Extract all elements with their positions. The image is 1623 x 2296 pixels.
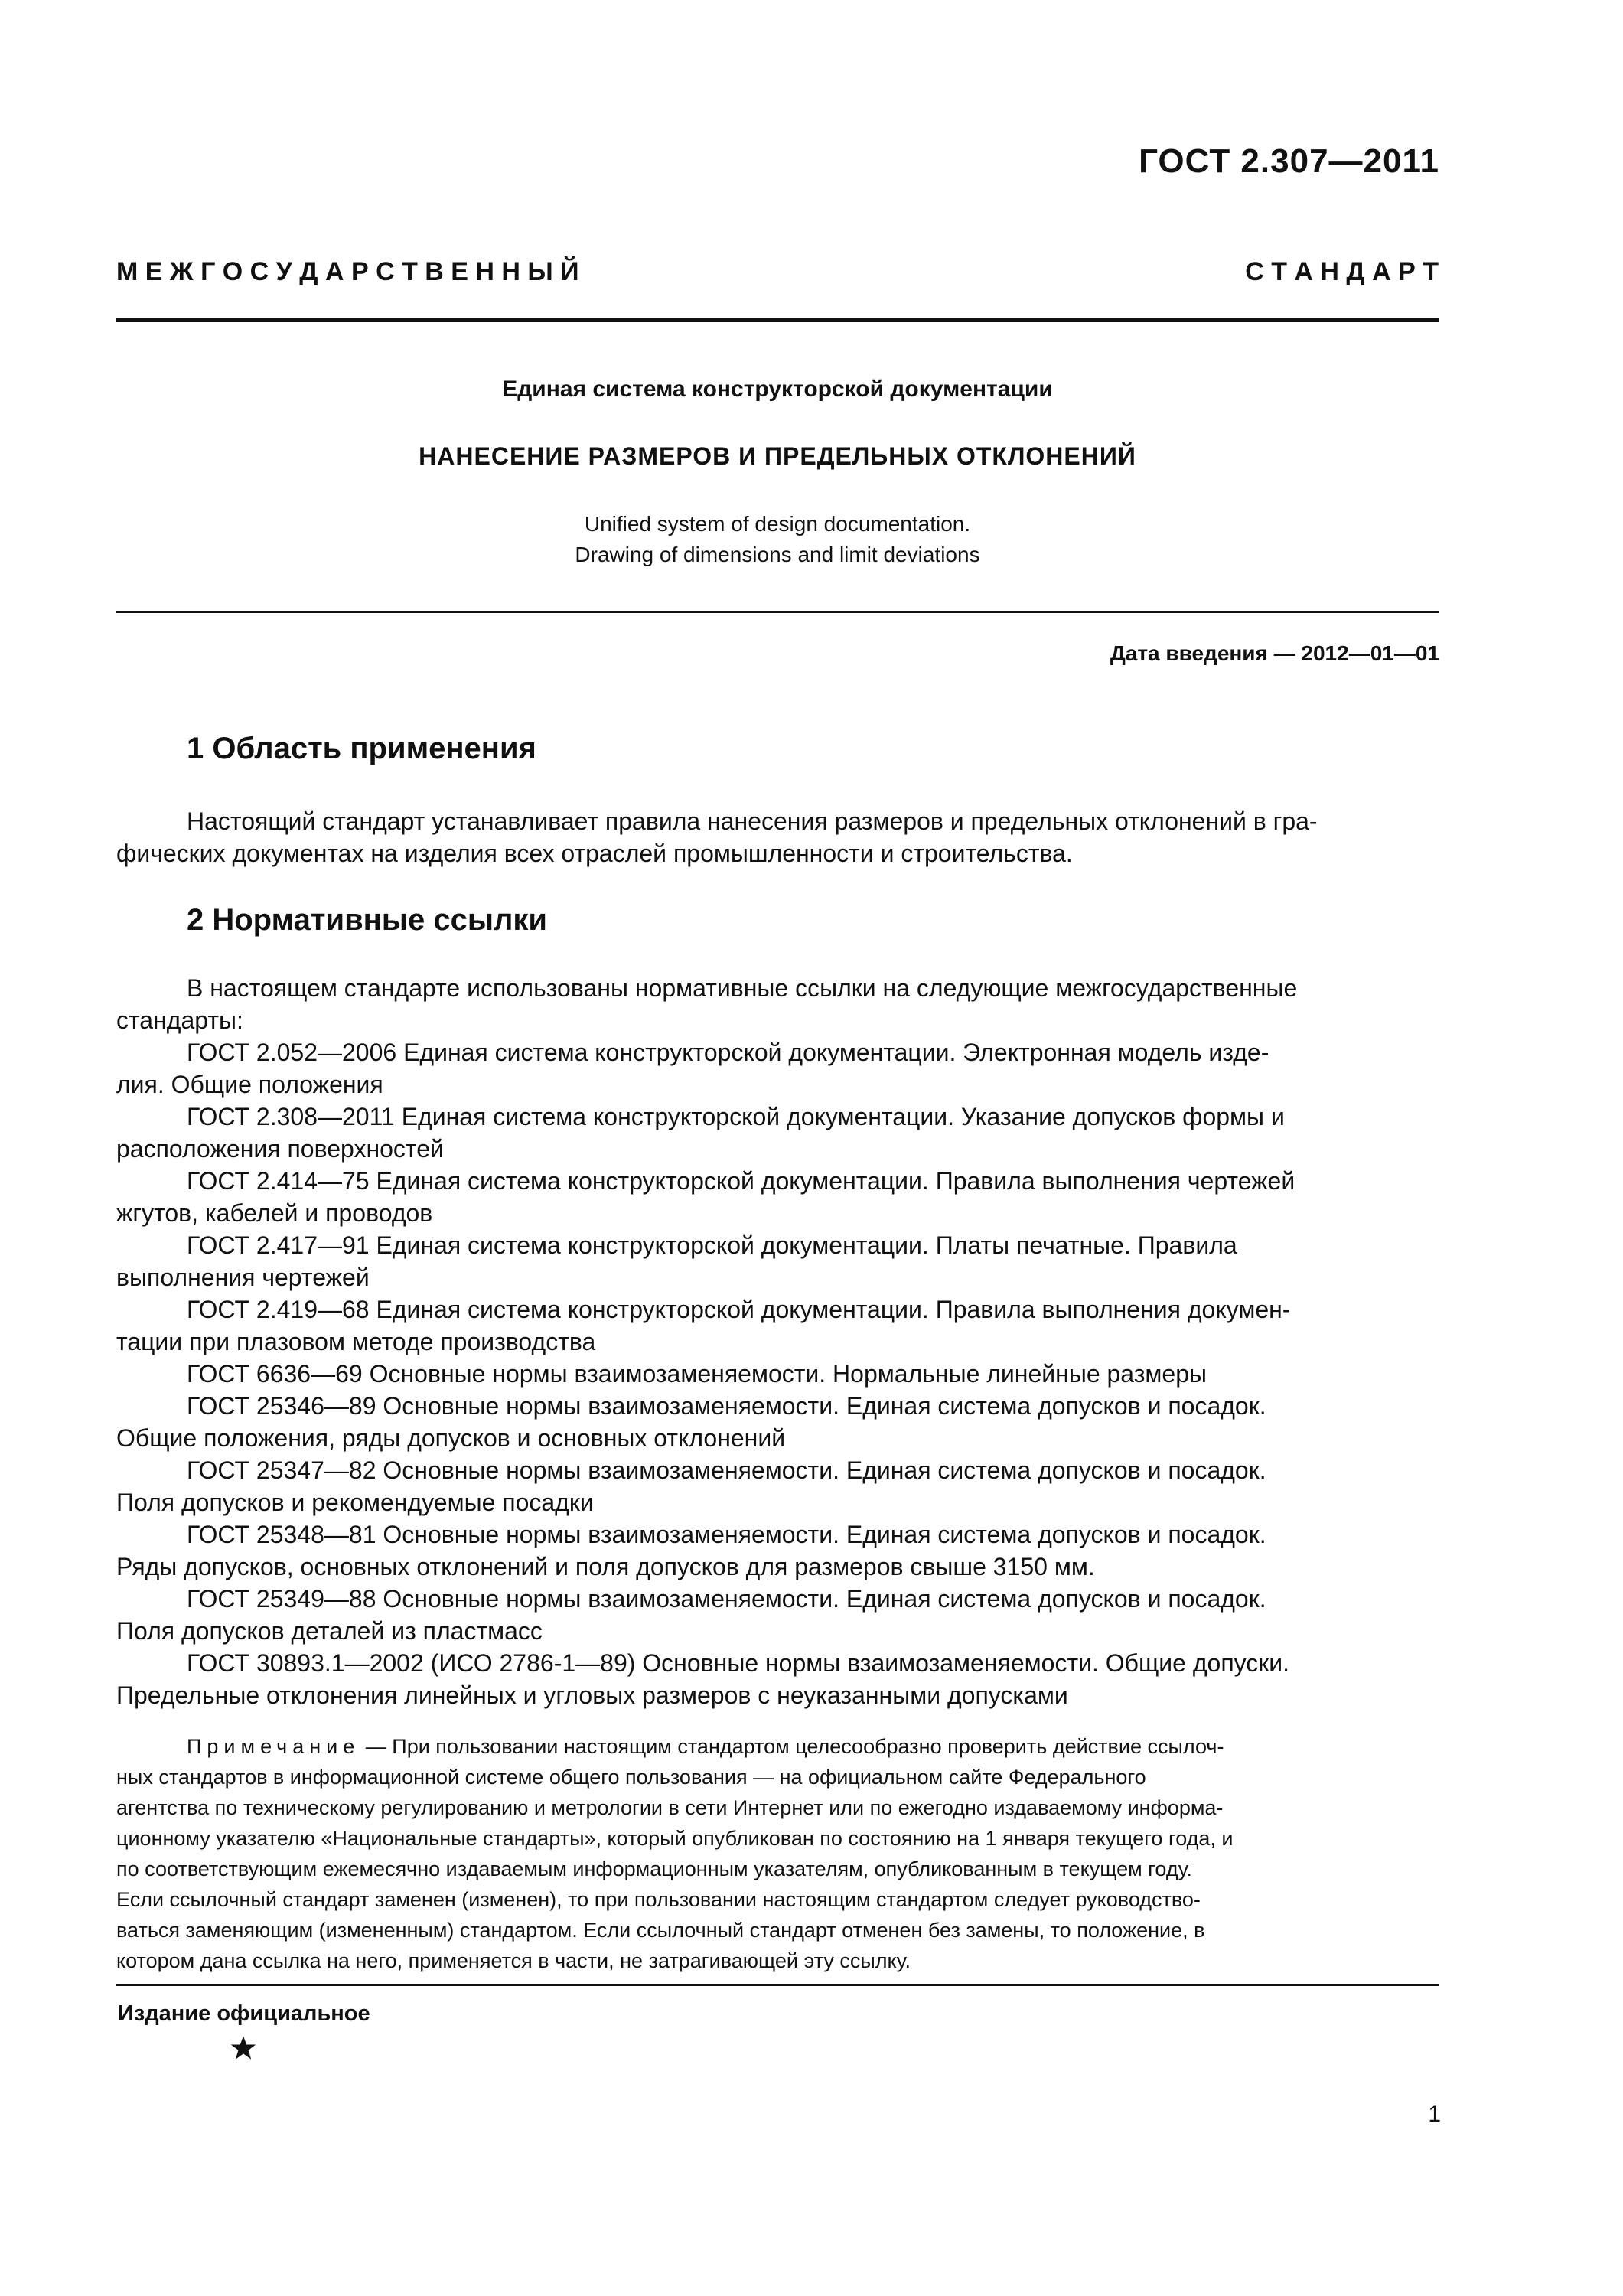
note-paragraph — [116, 1731, 1439, 1976]
reference-item — [116, 1101, 1439, 1165]
reference-line: ГОСТ 25346—89 Основные нормы взаимозаменяемости. Единая система допусков и посадок. — [187, 1392, 1266, 1420]
note-label: Примечание — [187, 1735, 360, 1758]
reference-item — [116, 1390, 1439, 1454]
text-line: фических документах на изделия всех отраслей промышленности и строительства. — [116, 840, 1073, 867]
reference-line: ГОСТ 2.052—2006 Единая система конструкторской документации. Электронная модель изде- — [187, 1039, 1269, 1066]
note-line: котором дана ссылка на него, применяется в части, не затрагивающей эту ссылку. — [116, 1949, 911, 1972]
reference-line: Поля допусков деталей из пластмасс — [116, 1617, 543, 1645]
reference-item — [116, 1229, 1439, 1293]
document-code: ГОСТ 2.307—2011 — [1139, 142, 1439, 180]
english-title — [116, 509, 1439, 570]
star-icon — [230, 2034, 257, 2062]
reference-line: ГОСТ 2.419—68 Единая система конструкторской документации. Правила выполнения докумен- — [187, 1296, 1291, 1323]
note-line: Если ссылочный стандарт заменен (изменен), то при пользовании настоящим стандартом следует руководство- — [116, 1888, 1201, 1911]
reference-line: ГОСТ 25349—88 Основные нормы взаимозаменяемости. Единая система допусков и посадок. — [187, 1585, 1266, 1613]
reference-line: ГОСТ 2.417—91 Единая система конструкторской документации. Платы печатные. Правила — [187, 1231, 1237, 1259]
note-line: по соответствующим ежемесячно издаваемым информационным указателям, опубликованным в текущем году. — [116, 1857, 1192, 1880]
reference-item — [116, 1165, 1439, 1229]
main-title: НАНЕСЕНИЕ РАЗМЕРОВ И ПРЕДЕЛЬНЫХ ОТКЛОНЕНИЙ — [419, 442, 1136, 470]
header-divider — [116, 318, 1439, 322]
standard-type-left: М Е Ж Г О С У Д А Р С Т В Е Н Н Ы Й — [116, 257, 579, 286]
reference-line: Предельные отклонения линейных и угловых размеров с неуказанными допусками — [116, 1681, 1068, 1709]
reference-line: тации при плазовом методе производства — [116, 1328, 596, 1355]
section-heading-references: 2 Нормативные ссылки — [187, 903, 548, 937]
section-heading-scope: 1 Область применения — [187, 732, 536, 765]
reference-line: выполнения чертежей — [116, 1264, 370, 1291]
reference-item — [116, 1358, 1439, 1390]
reference-line: ГОСТ 25348—81 Основные нормы взаимозаменяемости. Единая система допусков и посадок. — [187, 1521, 1266, 1548]
reference-line: ГОСТ 2.308—2011 Единая система конструкторской документации. Указание допусков формы и — [187, 1103, 1285, 1130]
english-title-line: Drawing of dimensions and limit deviations — [575, 543, 980, 566]
references-list — [116, 1036, 1439, 1711]
reference-line: ГОСТ 30893.1—2002 (ИСО 2786-1—89) Основные нормы взаимозаменяемости. Общие допуски. — [187, 1649, 1290, 1677]
reference-item — [116, 1293, 1439, 1358]
reference-line: лия. Общие положения — [116, 1071, 383, 1098]
title-divider — [116, 611, 1439, 613]
note-line — [116, 1731, 1439, 1762]
note-line: ных стандартов в информационной системе общего пользования — на официальном сайте Федерального — [116, 1766, 1146, 1789]
reference-line: ГОСТ 25347—82 Основные нормы взаимозаменяемости. Единая система допусков и посадок. — [187, 1456, 1266, 1484]
reference-item — [116, 1583, 1439, 1647]
reference-line: ГОСТ 6636—69 Основные нормы взаимозаменяемости. Нормальные линейные размеры — [187, 1360, 1207, 1388]
reference-line: расположения поверхностей — [116, 1135, 444, 1163]
reference-item — [116, 1454, 1439, 1518]
footer-divider — [116, 1984, 1439, 1986]
intro-date: Дата введения — 2012—01—01 — [1110, 641, 1439, 665]
reference-line: жгутов, кабелей и проводов — [116, 1199, 433, 1227]
standard-type-right: С Т А Н Д А Р Т — [1245, 257, 1439, 286]
note-line: ваться заменяющим (измененным) стандартом. Если ссылочный стандарт отменен без замены, то положение, в — [116, 1919, 1205, 1942]
note-line: ционному указателю «Национальные стандарты», который опубликован по состоянию на 1 января текущего года, и — [116, 1827, 1234, 1850]
standard-type-banner — [116, 257, 1439, 287]
reference-item — [116, 1518, 1439, 1583]
english-title-line: Unified system of design documentation. — [584, 512, 971, 536]
reference-item — [116, 1036, 1439, 1101]
reference-line: Ряды допусков, основных отклонений и поля допусков для размеров свыше 3150 мм. — [116, 1553, 1095, 1580]
reference-line: Общие положения, ряды допусков и основных отклонений — [116, 1424, 786, 1452]
system-title: Единая система конструкторской документации — [502, 377, 1053, 402]
official-edition-label: Издание официальное — [118, 2001, 370, 2026]
scope-paragraph — [116, 805, 1439, 869]
reference-line: Поля допусков и рекомендуемые посадки — [116, 1489, 594, 1516]
references-intro — [116, 972, 1439, 1036]
reference-line: ГОСТ 2.414—75 Единая система конструкторской документации. Правила выполнения чертежей — [187, 1167, 1295, 1195]
reference-item — [116, 1647, 1439, 1711]
note-text: — При пользовании настоящим стандартом целесообразно проверить действие ссылоч- — [360, 1735, 1224, 1758]
text-line: стандарты: — [116, 1006, 243, 1034]
text-line: Настоящий стандарт устанавливает правила нанесения размеров и предельных отклонений в гра- — [187, 807, 1318, 835]
note-line: агентства по техническому регулированию и метрологии в сети Интернет или по ежегодно издаваемому информа- — [116, 1796, 1224, 1819]
text-line: В настоящем стандарте использованы нормативные ссылки на следующие межгосударственные — [187, 974, 1298, 1002]
page-number: 1 — [1428, 2102, 1441, 2127]
